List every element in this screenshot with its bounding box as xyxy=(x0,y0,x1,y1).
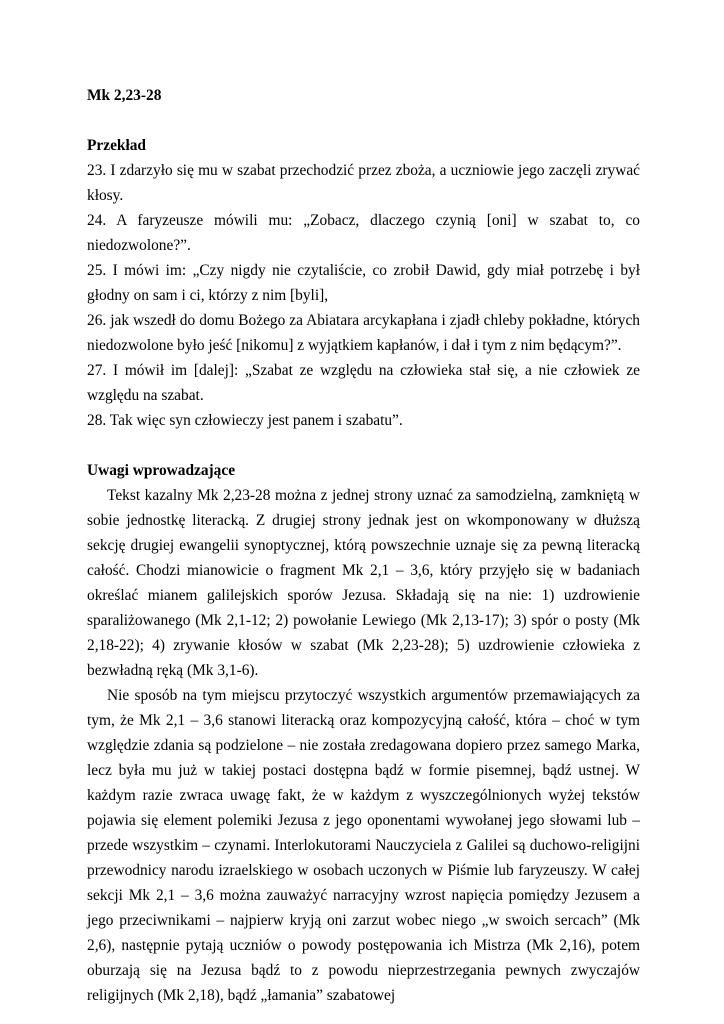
verse-28: 28. Tak więc syn człowieczy jest panem i szabatu”. xyxy=(87,412,403,429)
translation-heading: Przekład xyxy=(87,137,146,154)
introduction-heading: Uwagi wprowadzające xyxy=(87,462,236,479)
introduction-paragraph-1: Tekst kazalny Mk 2,23-28 można z jednej strony uznać za samodzielną, zamkniętą w sobie jednostkę literacką. Z drugiej strony jednak jest on wkomponowany w dłuższą sekcję drugiej ewangelii synoptycznej, którą powszechnie uznaje się za pewną literacką całość. Chodzi mianowicie o fragment Mk 2,1 – 3,6, który przyjęło się w badaniach określać mianem galilejskich sporów Jezusa. Składają się na nie: 1) uzdrowienie sparaliżowanego (Mk 2,1-12; 2) powołanie Lewiego (Mk 2,13-17); 3) spór o posty (Mk 2,18-22); 4) zrywanie kłosów w szabat (Mk 2,23-28); 5) uzdrowienie człowieka z bezwładną ręką (Mk 3,1-6). xyxy=(87,487,640,679)
verse-27: 27. I mówił im [dalej]: „Szabat ze względu na człowieka stał się, a nie człowiek ze względu na szabat. xyxy=(87,362,640,404)
spacer xyxy=(87,108,640,133)
verse-23: 23. I zdarzyło się mu w szabat przechodzić przez zboża, a uczniowie jego zaczęli zrywać kłosy. xyxy=(87,162,640,204)
document-body xyxy=(87,83,640,1008)
introduction-paragraph-2: Nie sposób na tym miejscu przytoczyć wszystkich argumentów przemawiających za tym, że Mk 2,1 – 3,6 stanowi literacką oraz kompozycyjną całość, która – choć w tym względzie zdania są podzielone – nie została zredagowana dopiero przez samego Marka, lecz była mu już w takiej postaci dostępna bądź w formie pisemnej, bądź ustnej. W każdym razie zwraca uwagę fakt, że w każdym z wyszczególnionych wyżej tekstów pojawia się element polemiki Jezusa z jego oponentami wywołanej jego słowami lub – przede wszystkim – czynami. Interlokutorami Nauczyciela z Galilei są duchowo-religijni przewodnicy narodu izraelskiego w osobach uczonych w Piśmie lub faryzeuszy. W całej sekcji Mk 2,1 – 3,6 można zauważyć narracyjny wzrost napięcia pomiędzy Jezusem a jego przeciwnikami – najpierw kryją oni zarzut wobec niego „w swoich sercach” (Mk 2,6), następnie pytają uczniów o powody postępowania ich Mistrza (Mk 2,16), potem oburzają się na Jezusa bądź to z powodu nieprzestrzegania pewnych zwyczajów religijnych (Mk 2,18), bądź „łamania” szabatowej xyxy=(87,687,640,1004)
document-title: Mk 2,23-28 xyxy=(87,87,162,104)
verse-26: 26. jak wszedł do domu Bożego za Abiatara arcykapłana i zjadł chleby pokładne, których niedozwolone było jeść [nikomu] z wyjątkiem kapłanów, i dał i tym z nim będącym?”. xyxy=(87,312,640,354)
verse-25: 25. I mówi im: „Czy nigdy nie czytaliście, co zrobił Dawid, gdy miał potrzebę i był głodny on sam i ci, którzy z nim [byli], xyxy=(87,262,640,304)
verse-24: 24. A faryzeusze mówili mu: „Zobacz, dlaczego czynią [oni] w szabat to, co niedozwolone?”. xyxy=(87,212,640,254)
spacer xyxy=(87,433,640,458)
